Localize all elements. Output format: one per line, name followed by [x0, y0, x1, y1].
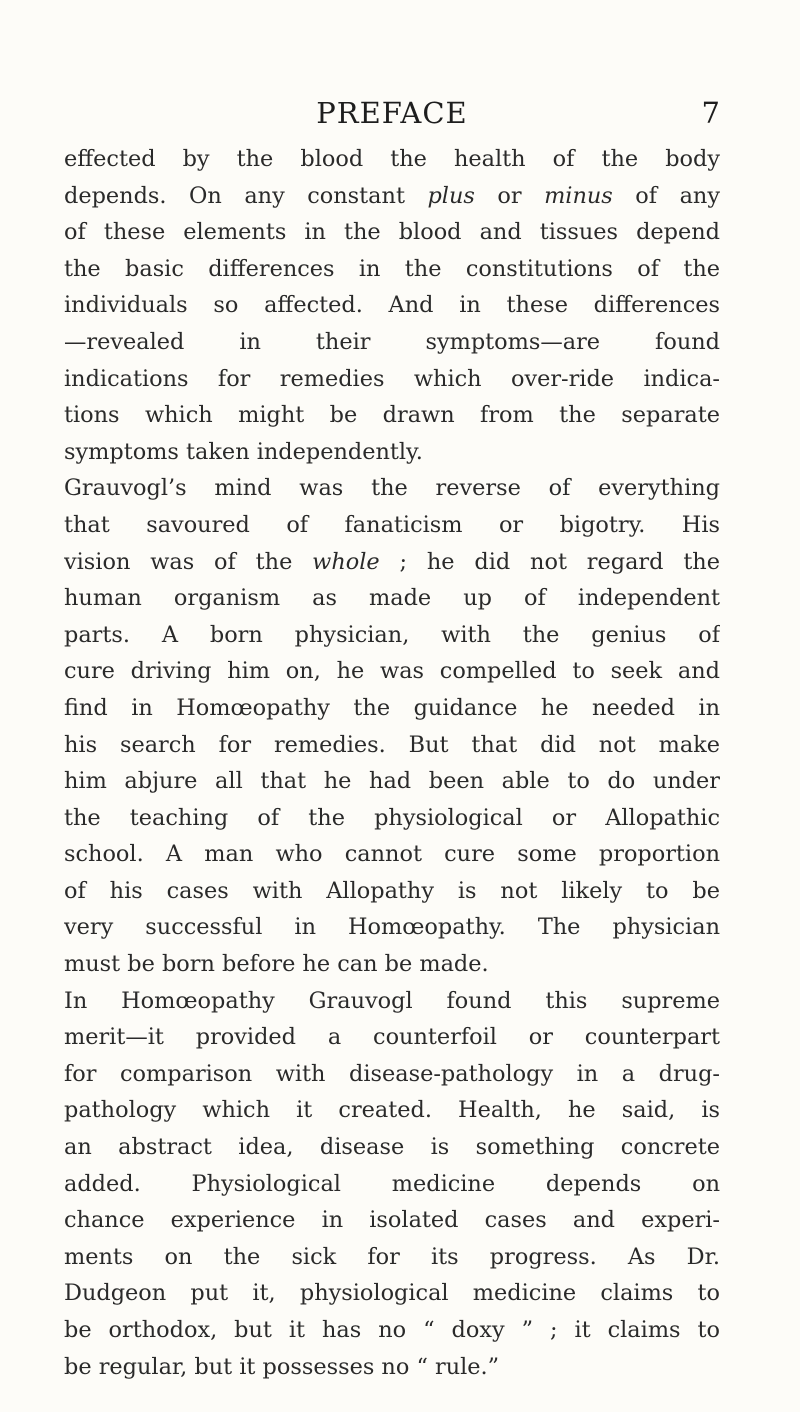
text-line — [64, 836, 720, 873]
body-text — [64, 141, 720, 1385]
text-segment: very successful in Homœopathy. The physician — [64, 914, 720, 941]
text-segment: indications for remedies which over-ride indica- — [64, 365, 720, 392]
text-segment: effected by the blood the health of the body — [64, 146, 720, 172]
running-title: PREFACE — [316, 96, 468, 130]
text-segment: vision was of the — [64, 548, 313, 575]
text-line — [64, 507, 720, 544]
text-segment: an abstract idea, disease is something concrete — [64, 1134, 720, 1161]
text-segment: must be born before he can be made. — [64, 951, 489, 978]
text-line — [64, 1166, 720, 1203]
text-line — [64, 763, 720, 800]
text-line — [64, 251, 720, 288]
text-segment: for comparison with disease-pathology in a drug- — [64, 1060, 720, 1087]
text-segment: added. Physiological medicine depends on — [64, 1170, 720, 1197]
text-line — [64, 1019, 720, 1056]
text-segment: cure driving him on, he was compelled to seek and — [64, 658, 720, 685]
text-segment: Grauvogl’s mind was the reverse of everything — [64, 475, 720, 502]
text-line — [64, 873, 720, 910]
text-segment: him abjure all that he had been able to do under — [64, 768, 720, 795]
text-line — [64, 1092, 720, 1129]
text-segment: chance experience in isolated cases and experi- — [64, 1207, 720, 1234]
text-segment: the basic differences in the constitutions of the — [64, 255, 720, 282]
text-segment: parts. A born physician, with the genius of — [64, 621, 720, 648]
text-line — [64, 1275, 720, 1312]
text-line — [64, 727, 720, 764]
text-line — [64, 470, 720, 507]
text-segment: human organism as made up of independent — [64, 585, 720, 612]
text-segment: be regular, but it possesses no “ rule.” — [64, 1353, 500, 1380]
text-line — [64, 800, 720, 837]
text-line — [64, 397, 720, 434]
text-line — [64, 580, 720, 617]
text-line — [64, 946, 720, 983]
text-line — [64, 1239, 720, 1276]
page-header — [64, 96, 720, 136]
text-segment: find in Homœopathy the guidance he needed in — [64, 694, 720, 721]
text-line — [64, 361, 720, 398]
italic-text: minus — [544, 182, 613, 209]
italic-text: plus — [427, 182, 475, 209]
text-segment: his search for remedies. But that did not make — [64, 731, 720, 758]
text-line — [64, 1312, 720, 1349]
text-segment: ; he did not regard the — [379, 548, 720, 575]
text-line — [64, 909, 720, 946]
text-segment: that savoured of fanaticism or bigotry. His — [64, 511, 720, 538]
page-number: 7 — [701, 96, 720, 130]
text-line — [64, 434, 720, 471]
text-segment: be orthodox, but it has no “ doxy ” ; it claims to — [64, 1317, 720, 1343]
text-segment: In Homœopathy Grauvogl found this supreme — [64, 987, 720, 1014]
italic-text: whole — [312, 548, 380, 575]
text-line — [64, 544, 720, 581]
text-segment: of these elements in the blood and tissues depend — [64, 219, 720, 246]
text-line — [64, 1202, 720, 1239]
text-line — [64, 1129, 720, 1166]
text-segment: merit—it provided a counterfoil or counterpart — [64, 1024, 720, 1051]
text-line — [64, 653, 720, 690]
text-segment: school. A man who cannot cure some proportion — [64, 841, 720, 868]
text-segment: —revealed in their symptoms—are found — [64, 328, 720, 355]
text-line — [64, 617, 720, 654]
text-segment: of his cases with Allopathy is not likely to be — [64, 877, 720, 904]
text-line — [64, 141, 720, 178]
text-segment: depends. On any constant — [64, 182, 428, 209]
text-line — [64, 690, 720, 727]
text-line — [64, 324, 720, 361]
text-line — [64, 1056, 720, 1093]
text-line — [64, 1349, 720, 1386]
text-segment: individuals so affected. And in these differences — [64, 292, 720, 319]
text-line — [64, 178, 720, 215]
text-segment: the teaching of the physiological or Allopathic — [64, 804, 720, 831]
text-segment: of any — [612, 182, 720, 209]
text-line — [64, 983, 720, 1020]
text-segment: tions which might be drawn from the separate — [64, 402, 720, 429]
text-line — [64, 287, 720, 324]
text-segment: Dudgeon put it, physiological medicine claims to — [64, 1280, 720, 1307]
text-segment: or — [474, 182, 545, 209]
text-segment: ments on the sick for its progress. As Dr. — [64, 1243, 720, 1270]
text-line — [64, 214, 720, 251]
text-segment: symptoms taken independently. — [64, 438, 423, 465]
text-segment: pathology which it created. Health, he said, is — [64, 1097, 720, 1124]
